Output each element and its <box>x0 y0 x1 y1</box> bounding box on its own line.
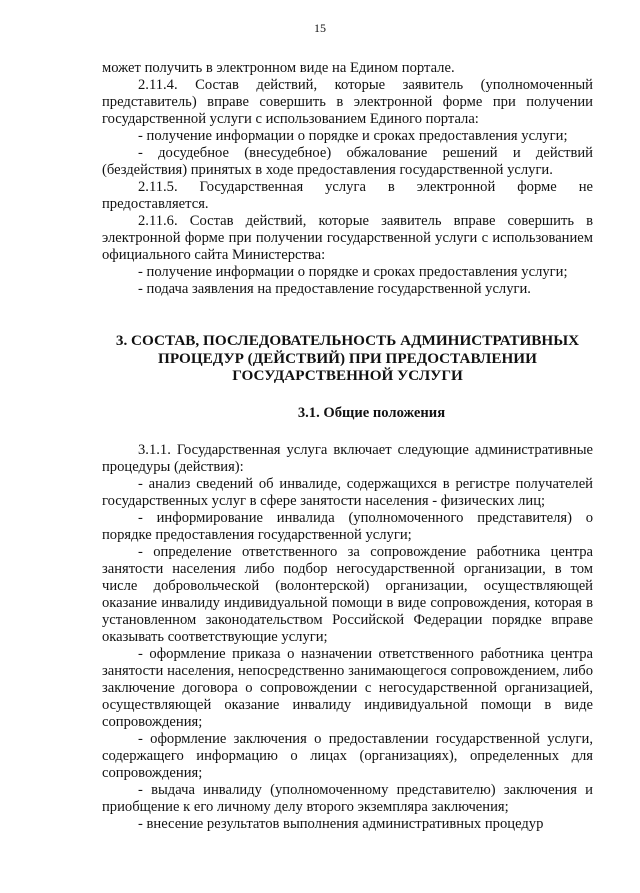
list-item: - досудебное (внесудебное) обжалование решений и действий (бездействия) принятых в ходе предоставления государственной услуги. <box>102 145 593 178</box>
paragraph: 2.11.4. Состав действий, которые заявитель (уполномоченный представитель) вправе совершить в электронной форме при получении государственной услуги с использованием Единого портала: <box>102 77 593 127</box>
paragraph: может получить в электронном виде на Едином портале. <box>102 60 455 76</box>
list-item: - получение информации о порядке и сроках предоставления услуги; <box>138 264 568 280</box>
list-item: - подача заявления на предоставление государственной услуги. <box>138 281 531 297</box>
list-item: - оформление приказа о назначении ответственного работника центра занятости населения, непосредственно занимающегося сопровождением, либо заключение договора о сопровождении с негосударственной организацией, осуществляющей оказание инвалиду индивидуальной помощи в виде сопровождения; <box>102 645 593 730</box>
page-number: 15 <box>314 21 326 35</box>
list-item: - получение информации о порядке и сроках предоставления услуги; <box>138 128 568 144</box>
paragraph: 2.11.5. Государственная услуга в электронной форме не предоставляется. <box>102 179 593 212</box>
paragraph: 2.11.6. Состав действий, которые заявитель вправе совершить в электронной форме при получении государственной услуги с использованием официального сайта Министерства: <box>102 213 593 263</box>
list-item: - анализ сведений об инвалиде, содержащихся в регистре получателей государственных услуг в сфере занятости населения - физических лиц; <box>102 475 593 509</box>
paragraph: 3.1.1. Государственная услуга включает следующие административные процедуры (действия): <box>102 441 593 475</box>
section-heading: 3. СОСТАВ, ПОСЛЕДОВАТЕЛЬНОСТЬ АДМИНИСТРАТИВНЫХ ПРОЦЕДУР (ДЕЙСТВИЙ) ПРИ ПРЕДОСТАВЛЕНИИ ГОСУДАРСТВЕННОЙ УСЛУГИ <box>115 332 580 384</box>
list-item: - оформление заключения о предоставлении государственной услуги, содержащего информацию о лицах (организациях), определенных для сопровождения; <box>102 730 593 781</box>
section-subheading: 3.1. Общие положения <box>297 404 446 421</box>
document-body <box>102 60 593 833</box>
list-item: - информирование инвалида (уполномоченного представителя) о порядке предоставления государственной услуги; <box>102 509 593 543</box>
list-item: - определение ответственного за сопровождение работника центра занятости населения либо подбор негосударственной организации, в том числе добровольческой (волонтерской) организации, осуществляющей оказание инвалиду индивидуальной помощи в виде сопровождения, которая в установленном законодательством Российской Федерации порядке вправе оказывать соответствующие услуги; <box>102 543 593 645</box>
list-item: - внесение результатов выполнения административных процедур <box>138 815 544 832</box>
list-item: - выдача инвалиду (уполномоченному представителю) заключения и приобщение к его личному делу второго экземпляра заключения; <box>102 781 593 815</box>
